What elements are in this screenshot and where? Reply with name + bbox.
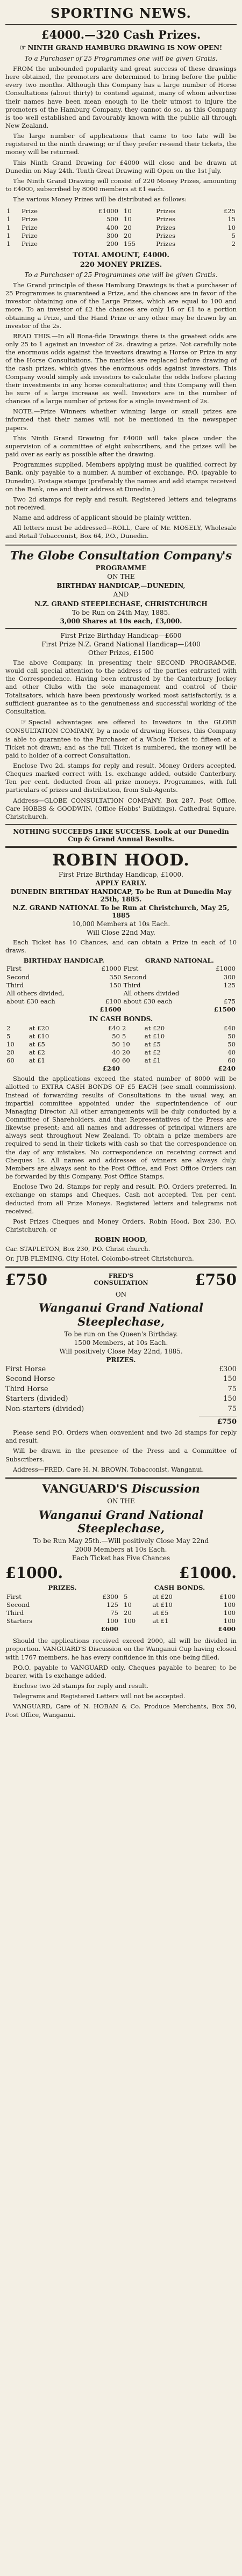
fred-banner [5, 1271, 237, 1289]
globe-event-1: BIRTHDAY HANDICAP,—DUNEDIN, [56, 582, 186, 590]
vanguard-discussion-ad [5, 1482, 237, 1719]
globe-event-2: N.Z. GRAND STEEPLECHASE, CHRISTCHURCH [34, 600, 208, 608]
hamburg-free-line: To a Purchaser of 25 Programmes one will be given Gratis. [24, 54, 218, 62]
globe-paragraph: The above Company, in presenting their SECOND PROGRAMME, would call special attention to the address of the parties entrusted with the Correspondence. Having been entrusted by the Canterbury Jockey and other Clubs with the sole management and control of their Totalisators, which have been previously worked most satisfactorily, is a sufficient guarantee as to the genuineness and successful working of the Consultation. [5, 658, 237, 715]
vanguard-chances: Each Ticket has Five Chances [72, 1554, 170, 1562]
hamburg-paragraph: READ THIS.—In all Bona-fide Drawings there is the greatest odds are only 25 to 1 against an investor of 2s. drawing a prize. Not carefully note the enormous odds against the investors drawing a Horse or Prize in any of the Horse Consultations. The marbles are replaced before drawing of the cash prizes, which gives the enormous odds against investors. This Company would simply ask investors to calculate the odds before placing their investments in any horse consultations; and this Company will then be sure of a large increase as well. Investors are in the number of chances of a large number of prizes for a single investment of 2s. [5, 332, 237, 405]
fred-amount-left: £750 [5, 1270, 47, 1289]
robin-hood-ad [5, 851, 237, 1263]
hamburg-prize-table [5, 206, 237, 249]
globe-division: First Prize Birthday Handicap—£600 [60, 631, 182, 639]
divider [5, 824, 237, 825]
divider [5, 628, 237, 629]
robin-paragraph: Enclose Two 2d. Stamps for reply and result. P.O. Orders preferred. In exchange on stamps and Cheques. Cash not accepted. Ten per cent. deducted from all Prize Moneys. Registered letters and telegrams not received. [5, 1183, 237, 1215]
robin-title: ROBIN HOOD. [52, 851, 190, 870]
table-row: First £300 [6, 1593, 118, 1601]
table-row: 10 Prizes 15 [124, 215, 236, 223]
table-row: £240 £240 [102, 1065, 236, 1073]
fred-on: ON [115, 1290, 127, 1298]
table-row: BIRTHDAY HANDICAP. GRAND NATIONAL. [23, 957, 214, 965]
vanguard-on: ON THE [107, 1497, 135, 1505]
vanguard-prize-table [5, 1584, 237, 1635]
section-header: SPORTING NEWS. [51, 5, 191, 21]
table-row: 20 at £2 40 20 at £2 40 [6, 1049, 236, 1057]
hamburg-address: All letters must be addressed—ROLL, Care of Mr. MOSELY, Wholesale and Retail Tobacconist, Box 64, P.O., Dunedin. [5, 524, 237, 540]
table-row: 1 Prize 300 [6, 231, 118, 239]
fred-prize-list [5, 1365, 237, 1427]
robin-apply: APPLY EARLY. [95, 879, 147, 887]
globe-division: Other Prizes, £1500 [88, 649, 154, 657]
list-item: Second Horse 150 [5, 1375, 237, 1384]
fred-amount-right: £750 [195, 1270, 237, 1289]
table-row: 20 at £5 100 [124, 1609, 236, 1617]
table-row: 5 at £10 50 5 at £10 50 [6, 1032, 236, 1040]
table-row: 10 at £5 50 10 at £5 50 [6, 1040, 236, 1048]
vanguard-title: VANGUARD'S Discussion [42, 1481, 200, 1495]
hamburg-headline: £4000.—320 Cash Prizes. [41, 28, 201, 41]
hamburg-paragraph: FROM the unbounded popularity and great success of these drawings here obtained, the promoters are determined to bring before the public every two months. Although this Company has a large number of Horse Consultations (about thirty) to contend against, many of whom advertise their names have been mean enough to lie their utmost to injure the promoters of the Hamburg Company, they cannot do so, as this Company is too well established and favourably known with the public all through New Zealand. [5, 64, 237, 130]
vanguard-bonds [123, 1593, 237, 1633]
robin-event-1: DUNEDIN BIRTHDAY HANDICAP, To be Run at Dunedin May 25th, 1885. [10, 888, 232, 904]
table-row: 20 Prizes 10 [124, 223, 236, 231]
hamburg-notice: ☞ NINTH GRAND HAMBURG DRAWING IS NOW OPEN! [19, 44, 223, 53]
globe-date: To be Run on 24th May, 1885. [72, 608, 170, 616]
newspaper-column [5, 0, 237, 1719]
table-row: £1600 £1500 [99, 1005, 236, 1013]
fred-close: Will positively Close May 22nd, 1885. [59, 1347, 183, 1355]
robin-paragraph: Each Ticket has 10 Chances, and can obtain a Prize in each of 10 draws. [5, 938, 237, 955]
vanguard-paragraph: Telegrams and Registered Letters will not be accepted. [13, 1692, 186, 1700]
divider [5, 1266, 237, 1268]
vanguard-paragraph: Should the applications received exceed 2000, all will be divided in proportion. VANGUARD'S Discussion on the Wanganui Cup having closed with 1767 members, he has every confidence in this one being filled. [5, 1637, 237, 1661]
pointing-hand-icon: ☞ [20, 718, 27, 727]
table-row: 60 at £1 60 60 at £1 60 [6, 1057, 236, 1065]
hamburg-paragraph: The various Money Prizes will be distributed as follows: [13, 195, 187, 203]
robin-paragraph: Should the applications exceed the stated number of 8000 will be allotted to EXTRA CASH BONDS OF £5 EACH (see small commission). Instead of forwarding results of Consultations in the usual way, an impartial committee appointed under the superintendence of our Managing Director. All other arrangements will be duly conducted by a Committee of Shareholders, and that Representatives of the Press are likewise present; and all names and addresses of principal winners are always sent throughout New Zealand. To obtain a prize members are required to send in their tickets with cash so that the correspondence on the day of any mistakes. No correspondence on receiving correct and Cheques 1s. All names and addresses of winners are always duly. Members are always sent to the Post Office, and Post Office Orders can be forwarded by this Company. Post Office Stamps. [5, 1075, 237, 1181]
table-row: 10 Prizes £25 [124, 207, 236, 215]
table-row: Second 125 [6, 1601, 118, 1609]
table-row: Starters 100 [6, 1617, 118, 1625]
hamburg-paragraph: The large number of applications that came to too late will be registered in the ninth drawing; or if they prefer re-send their tickets, the money will be returned. [5, 132, 237, 156]
robin-signature: ROBIN HOOD, [95, 1236, 147, 1244]
list-item: Third Horse 75 [5, 1385, 237, 1393]
list-item: Non-starters (divided) 75 [5, 1405, 237, 1413]
table-row: Third 75 [6, 1609, 118, 1617]
hamburg-prizes-right [123, 207, 237, 248]
robin-cash-head: IN CASH BONDS. [89, 1015, 153, 1023]
hamburg-paragraph: This Ninth Grand Drawing for £4000 will take place under the supervision of a committee of eight subscribers, and the prizes will be paid over as early as possible after the drawing. [5, 434, 237, 459]
vanguard-run: To be Run May 25th.—Will positively Close May 22nd [33, 1537, 209, 1545]
list-item: First Horse £300 [5, 1365, 237, 1373]
vanguard-address: VANGUARD, Care of N. HOBAN & Co. Produce Merchants, Box 50, Post Office, Wanganui. [5, 1702, 237, 1719]
divider [5, 24, 237, 25]
table-row: 1 Prize £1000 [6, 207, 118, 215]
table-row: about £30 each £100 about £30 each £75 [6, 997, 236, 1005]
hamburg-free-line: To a Purchaser of 25 Programmes one will be given Gratis. [24, 271, 218, 279]
globe-on: ON THE [107, 572, 135, 580]
fred-members: 1500 Members, at 10s Each. [74, 1338, 168, 1347]
hamburg-prizes-left [5, 207, 119, 248]
table-row: £400 [218, 1625, 236, 1633]
globe-paragraph: Enclose Two 2d. stamps for reply and result. Money Orders accepted. Cheques marked correct with 1s. exchange added, outside Canterbury. Ten per cent. deducted from all prize moneys. Programmes, with full particulars of prizes and distribution, from Sub-Agents. [5, 761, 237, 794]
table-row: 10 at £10 100 [124, 1601, 236, 1609]
hamburg-total: TOTAL AMOUNT, £4000. [73, 251, 169, 259]
hamburg-paragraph: This Ninth Grand Drawing for £4000 will close and be drawn at Dunedin on May 24th. Tenth Great Drawing will Open on the 1st July. [5, 158, 237, 174]
hamburg-paragraph: NOTE.—Prize Winners whether winning large or small prizes are informed that their names will not be mentioned in the newspaper papers. [5, 407, 237, 432]
globe-address: Address—GLOBE CONSULTATION COMPANY, Box 287, Post Office, Care HOBBS & GOODWIN, (Office Hobbs' Buildings), Cathedral Square, Christchurch. [5, 796, 237, 820]
globe-footer: NOTHING SUCCEEDS LIKE SUCCESS. Look at our Dunedin Cup & Grand Annual Results. [13, 828, 229, 843]
vanguard-paragraph: P.O.O. payable to VANGUARD only. Cheques payable to bearer, to be bearer, with 1s exchange added. [5, 1663, 237, 1679]
table-row: 1 Prize 400 [6, 223, 118, 231]
fred-title: Wanganui Grand National Steeplechase, [39, 1301, 203, 1328]
table-row: 5 at £20 £100 [124, 1593, 236, 1601]
globe-and: AND [113, 591, 129, 599]
hamburg-paragraph: The Ninth Grand Drawing will consist of 220 Money Prizes, amounting to £4000, subscribed by 8000 members at £1 each. [5, 177, 237, 193]
hamburg-paragraph: Two 2d stamps for reply and result. Registered letters and telegrams not received. [5, 495, 237, 511]
globe-consultation-ad [5, 549, 237, 843]
globe-paragraph: ☞ Special advantages are offered to Investors in the GLOBE CONSULTATION COMPANY, by a mode of drawing Horses, this Company is able to guarantee to the Purchaser of a Whole Ticket to fifteen of a Ticket not drawn; and as the full Ticket is numbered, the money will be paid to holder of a correct Consultation. [5, 718, 237, 759]
fred-address: Address—FRED, Care H. N. BROWN, Tobacconist, Wanganui. [13, 1465, 204, 1473]
pointing-hand-icon: ☞ [19, 44, 26, 53]
vanguard-prizes-head: PRIZES. [48, 1584, 77, 1592]
divider [5, 846, 237, 848]
vanguard-amount-right: £1000. [179, 1564, 237, 1582]
vanguard-prizes [5, 1593, 119, 1633]
vanguard-banner [5, 1564, 237, 1582]
fred-consultation-ad [5, 1271, 237, 1474]
table-row: First £1000 First £1000 [6, 965, 236, 973]
vanguard-members: 2000 Members at 10s Each. [75, 1546, 167, 1554]
table-row: 20 Prizes 5 [124, 231, 236, 239]
robin-paragraph: Post Prizes Cheques and Money Orders, Robin Hood, Box 230, P.O. Christchurch, or [5, 1217, 237, 1234]
hamburg-paragraph: Name and address of applicant should be plainly written. [13, 514, 191, 522]
table-row: All others divided, All others divided [6, 989, 180, 997]
fred-prizes-head: PRIZES. [106, 1356, 136, 1364]
globe-programme: PROGRAMME [95, 564, 147, 572]
table-row: 2 at £20 £40 2 at £20 £40 [6, 1024, 236, 1032]
robin-members: 10,000 Members at 10s Each. [72, 920, 170, 928]
table-row: 1 Prize 500 [6, 215, 118, 223]
fred-total: £750 [217, 1417, 237, 1426]
list-item: Starters (divided) 150 [5, 1395, 237, 1403]
table-row: £600 [101, 1625, 118, 1633]
fred-banner-title: FRED'S CONSULTATION [94, 1272, 148, 1287]
table-row: 1 Prize 200 [6, 239, 118, 248]
robin-signature-line: Car. STAPLETON, Box 230, P.O. Christ church. [5, 1245, 151, 1253]
globe-shares: 3,000 Shares at 10s each, £3,000. [60, 617, 182, 625]
vanguard-bonds-head: CASH BONDS. [154, 1584, 205, 1592]
table-row: 100 at £1 100 [124, 1617, 236, 1625]
hamburg-money-prizes: 220 MONEY PRIZES. [80, 260, 162, 269]
hamburg-paragraph: Programmes supplied. Members applying must be qualified correct by Bank, only payable to a number. A number of exchange. P.O. (payable to Dunedin). Postage stamps (preferably the names and add stamps received on the Bank, one and their address at Dunedin.) [5, 461, 237, 493]
fred-run: To be run on the Queen's Birthday. [64, 1330, 178, 1338]
fred-paragraph: Please send P.O. Orders when convenient and two 2d stamps for reply and result. [5, 1429, 237, 1445]
robin-sub: First Prize Birthday Handicap, £1000. [59, 871, 183, 879]
table-row: Third 150 Third 125 [6, 981, 236, 989]
globe-division: First Prize N.Z. Grand National Handicap—£400 [41, 640, 201, 648]
hamburg-drawing-ad [5, 28, 237, 541]
table-row: 155 Prizes 2 [124, 239, 236, 248]
robin-signature-line: Or, JUB FLEMING, City Hotel, Colombo-street Christchurch. [5, 1255, 194, 1262]
robin-event-2: N.Z. GRAND NATIONAL To be Run at Christchurch, May 25, 1885 [12, 904, 230, 920]
vanguard-amount-left: £1000. [5, 1564, 63, 1582]
robin-prize-table [5, 957, 237, 1013]
vanguard-event: Wanganui Grand National Steeplechase, [39, 1508, 203, 1535]
robin-cash-table [5, 1024, 237, 1073]
divider [5, 544, 237, 545]
robin-close: Will Close 22nd May. [87, 929, 155, 937]
globe-title: The Globe Consultation Company's [10, 548, 232, 562]
fred-paragraph: Will be drawn in the presence of the Press and a Committee of Subscribers. [5, 1447, 237, 1463]
divider [5, 1477, 237, 1479]
table-row: Second 350 Second 300 [6, 973, 236, 981]
hamburg-paragraph: The Grand principle of these Hamburg Drawings is that a purchaser of 25 Programmes is guaranteed a Prize, and the chances are in favor of the investor obtaining one of the Large Prizes, which are equal to 100 and more. To an investor of £2 the chances are only 16 or £1 to a portion obtaining a Prize, and the Hand Prize or any other may be drawn by an investor of the 2s. [5, 281, 237, 330]
vanguard-paragraph: Enclose two 2d stamps for reply and result. [13, 1682, 149, 1690]
